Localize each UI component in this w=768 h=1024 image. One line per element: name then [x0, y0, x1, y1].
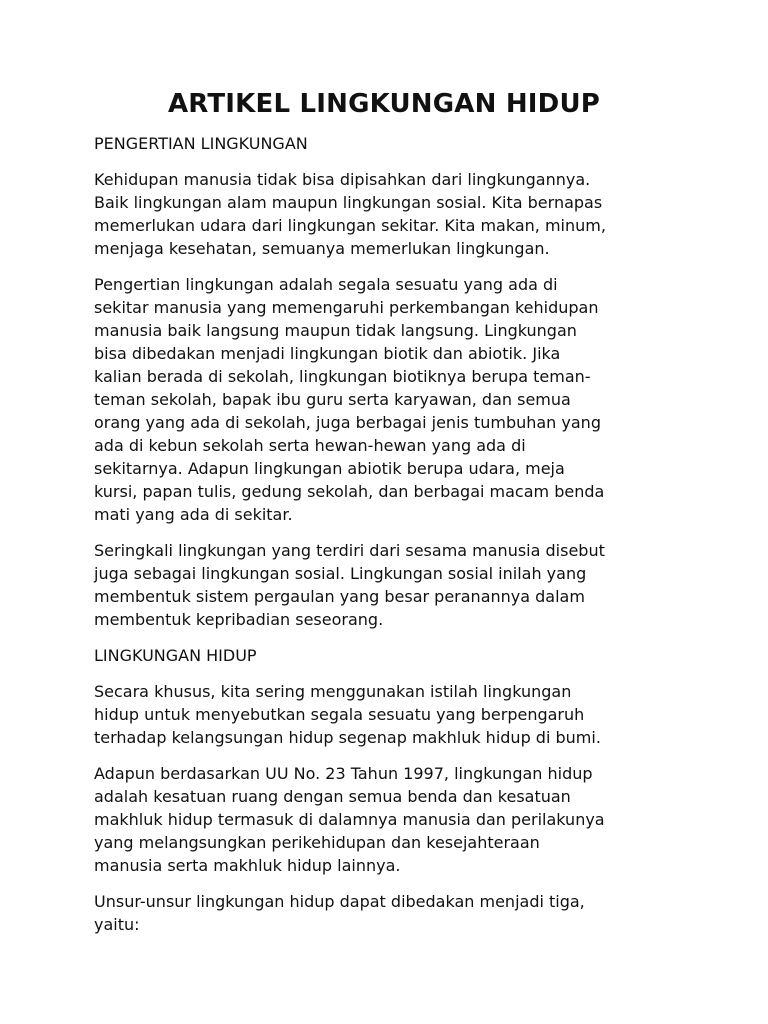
document-title: ARTIKEL LINGKUNGAN HIDUP: [167, 89, 601, 119]
document-body: [94, 132, 684, 949]
paragraph: Adapun berdasarkan UU No. 23 Tahun 1997, lingkungan hidup adalah kesatuan ruang dengan semua benda dan kesatuan makhluk hidup termasuk di dalamnya manusia dan perilakunya yang melangsungkan perikehidupan dan kesejahteraan manusia serta makhluk hidup lainnya.: [94, 764, 605, 875]
paragraph: Unsur-unsur lingkungan hidup dapat dibedakan menjadi tiga, yaitu:: [94, 892, 585, 934]
paragraph: Kehidupan manusia tidak bisa dipisahkan dari lingkungannya. Baik lingkungan alam maupun lingkungan sosial. Kita bernapas memerlukan udara dari lingkungan sekitar. Kita makan, minum, menjaga kesehatan, semuanya memerlukan lingkungan.: [94, 170, 606, 258]
paragraph: Pengertian lingkungan adalah segala sesuatu yang ada di sekitar manusia yang memengaruhi perkembangan kehidupan manusia baik langsung maupun tidak langsung. Lingkungan bisa dibedakan menjadi lingkungan biotik dan abiotik. Jika kalian berada di sekolah, lingkungan biotiknya berupa teman- teman sekolah, bapak ibu guru serta karyawan, dan semua orang yang ada di sekolah, juga berbagai jenis tumbuhan yang ada di kebun sekolah serta hewan-hewan yang ada di sekitarnya. Adapun lingkungan abiotik berupa udara, meja kursi, papan tulis, gedung sekolah, dan berbagai macam benda mati yang ada di sekitar.: [94, 275, 605, 524]
paragraph: Secara khusus, kita sering menggunakan istilah lingkungan hidup untuk menyebutkan segala sesuatu yang berpengaruh terhadap kelangsungan hidup segenap makhluk hidup di bumi.: [94, 682, 601, 747]
section-heading-lingkungan-hidup: LINGKUNGAN HIDUP: [94, 646, 257, 665]
section-heading-pengertian: PENGERTIAN LINGKUNGAN: [94, 134, 308, 153]
paragraph: Seringkali lingkungan yang terdiri dari sesama manusia disebut juga sebagai lingkungan sosial. Lingkungan sosial inilah yang membentuk sistem pergaulan yang besar peranannya dalam membentuk kepribadian seseorang.: [94, 541, 605, 629]
